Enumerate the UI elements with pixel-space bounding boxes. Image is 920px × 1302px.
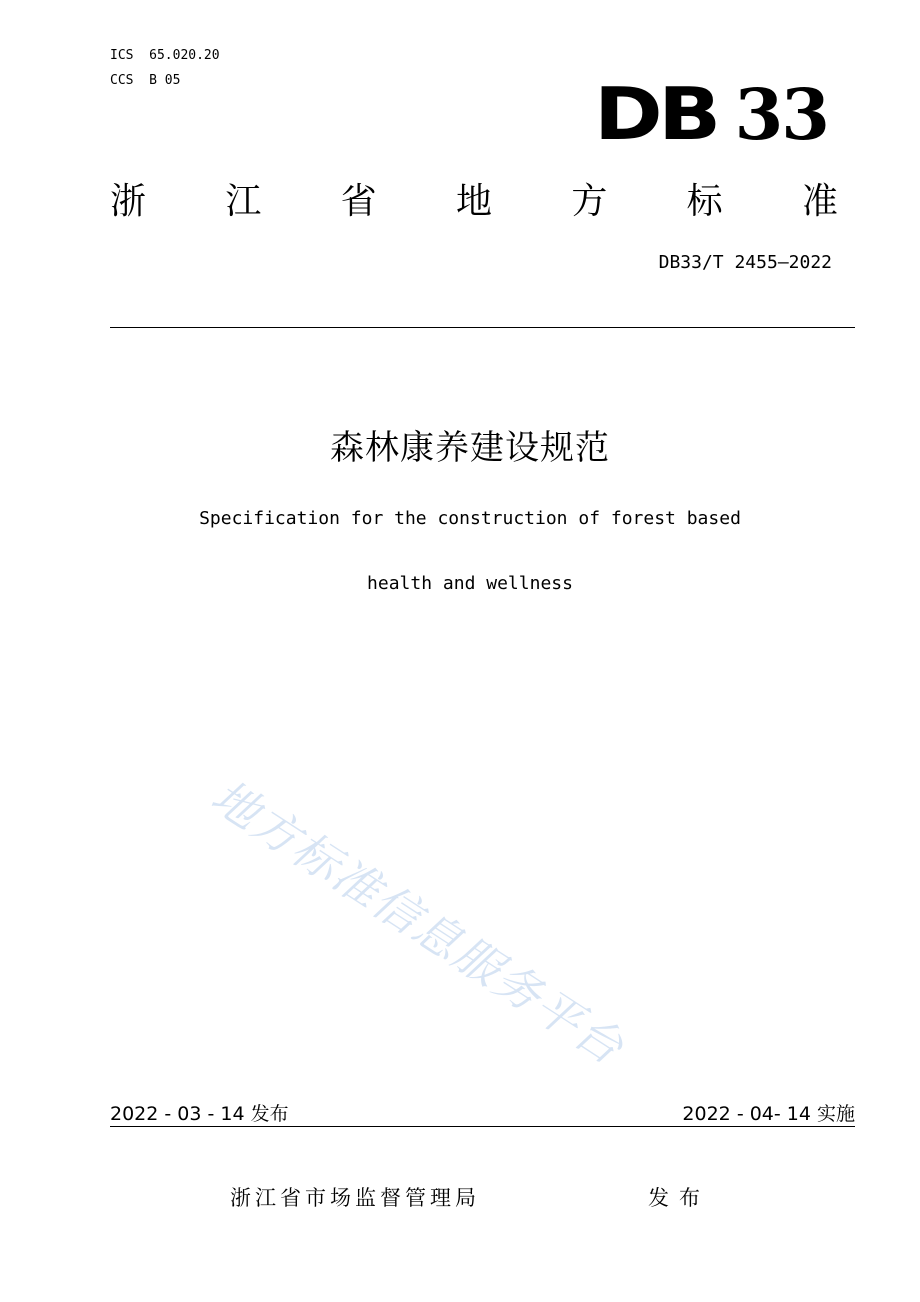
standard-number: DB33/T 2455—2022 [658, 252, 832, 273]
standard-type-char: 浙 [110, 181, 147, 222]
chinese-title: 森林康养建设规范 [330, 428, 610, 468]
implement-date: 2022 - 04- 14 实施 [682, 1103, 855, 1125]
ics-code: ICS 65.020.20 [110, 48, 220, 63]
bottom-divider [110, 1126, 855, 1127]
issue-label: 发布 [648, 1186, 710, 1210]
watermark: 地方标准信息服务平台 [202, 768, 635, 1076]
top-divider [110, 327, 855, 328]
english-title-line-1: Specification for the construction of forest based [199, 508, 741, 529]
standard-type-heading [110, 178, 838, 226]
english-title-line-2: health and wellness [367, 573, 573, 594]
standard-type-char: 标 [686, 181, 723, 222]
db-logo-letters: DB [593, 72, 717, 156]
standard-type-char: 方 [571, 181, 608, 222]
standard-type-char: 准 [801, 181, 838, 222]
publish-date: 2022 - 03 - 14 发布 [110, 1103, 289, 1125]
standard-type-char: 地 [455, 181, 492, 222]
ccs-code: CCS B 05 [110, 73, 181, 88]
standard-type-char: 江 [225, 181, 262, 222]
issuing-authority: 浙江省市场监督管理局 [230, 1186, 480, 1210]
standard-type-char: 省 [340, 181, 377, 222]
db33-logo [593, 72, 828, 156]
db-logo-number: 33 [734, 73, 828, 156]
